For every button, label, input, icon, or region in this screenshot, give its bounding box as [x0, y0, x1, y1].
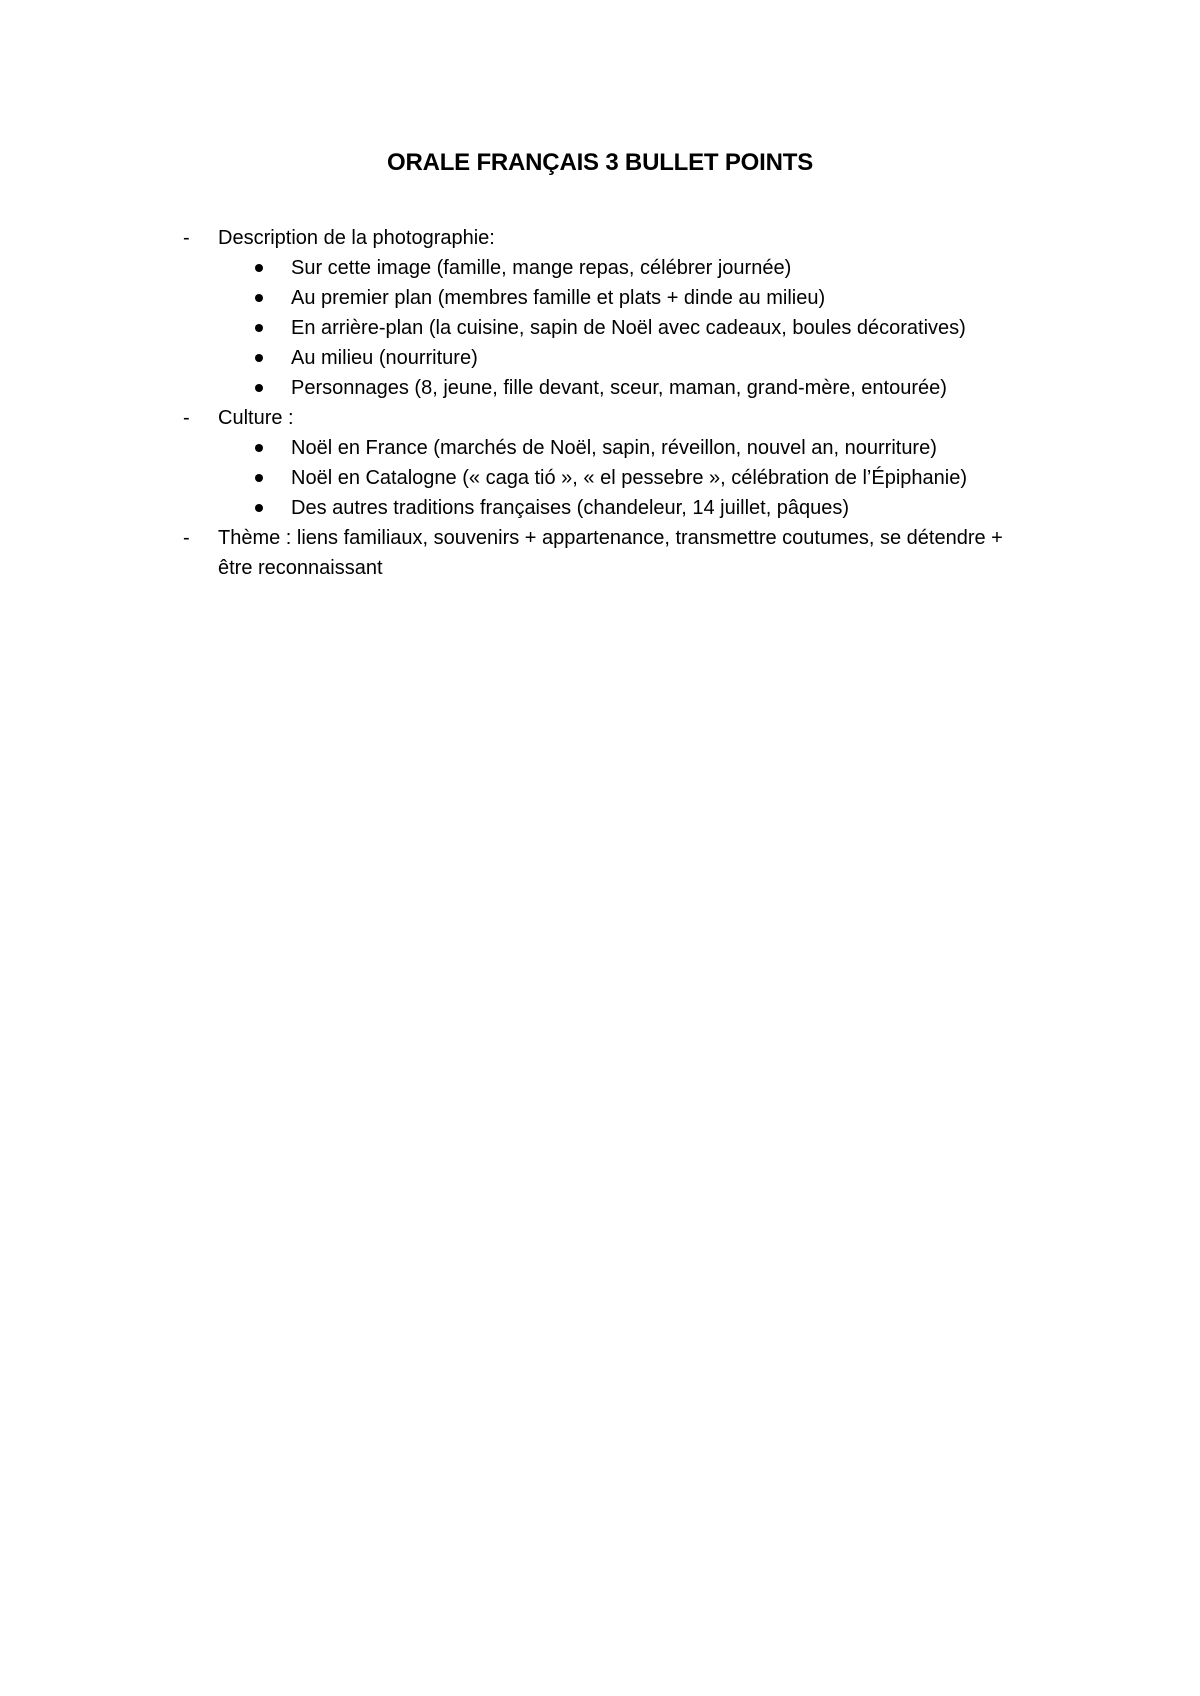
list-item-text: Personnages (8, jeune, fille devant, sceur, maman, grand-mère, entourée) — [291, 377, 947, 399]
section-heading-line — [0, 403, 1200, 433]
bullet-icon — [255, 474, 263, 482]
list-item — [0, 313, 1200, 343]
bullet-icon — [255, 354, 263, 362]
dash-marker: - — [183, 227, 190, 249]
list-item-text: Au premier plan (membres famille et plats + dinde au milieu) — [291, 287, 826, 309]
dash-marker: - — [183, 407, 190, 429]
list-item — [0, 433, 1200, 463]
section-description — [0, 223, 1200, 403]
list-item — [0, 463, 1200, 493]
list-item-text: Au milieu (nourriture) — [291, 347, 478, 369]
bullet-icon — [255, 504, 263, 512]
list-item-text: Sur cette image (famille, mange repas, célébrer journée) — [291, 257, 792, 279]
section-culture — [0, 403, 1200, 523]
section-theme — [0, 523, 1200, 583]
bullet-icon — [255, 444, 263, 452]
document-body — [0, 223, 1200, 583]
section-heading: Culture : — [218, 407, 294, 429]
list-item-text: Noël en Catalogne (« caga tió », « el pessebre », célébration de l’Épiphanie) — [291, 467, 967, 489]
list-item-text: Noël en France (marchés de Noël, sapin, réveillon, nouvel an, nourriture) — [291, 437, 937, 459]
list-item — [0, 253, 1200, 283]
list-item-text: En arrière-plan (la cuisine, sapin de Noël avec cadeaux, boules décoratives) — [291, 317, 966, 339]
section-heading-line — [0, 223, 1200, 253]
dash-marker: - — [183, 527, 190, 549]
list-item — [0, 283, 1200, 313]
document-title: ORALE FRANÇAIS 3 BULLET POINTS — [386, 149, 813, 176]
list-item — [0, 343, 1200, 373]
bullet-icon — [255, 294, 263, 302]
bullet-icon — [255, 324, 263, 332]
bullet-icon — [255, 384, 263, 392]
list-item-text: Des autres traditions françaises (chandeleur, 14 juillet, pâques) — [291, 497, 850, 519]
section-heading: Description de la photographie: — [218, 227, 495, 249]
list-item — [0, 493, 1200, 523]
bullet-icon — [255, 264, 263, 272]
section-heading: Thème : liens familiaux, souvenirs + appartenance, transmettre coutumes, se détendre + être reconnaissant — [218, 527, 1003, 579]
list-item — [0, 373, 1200, 403]
